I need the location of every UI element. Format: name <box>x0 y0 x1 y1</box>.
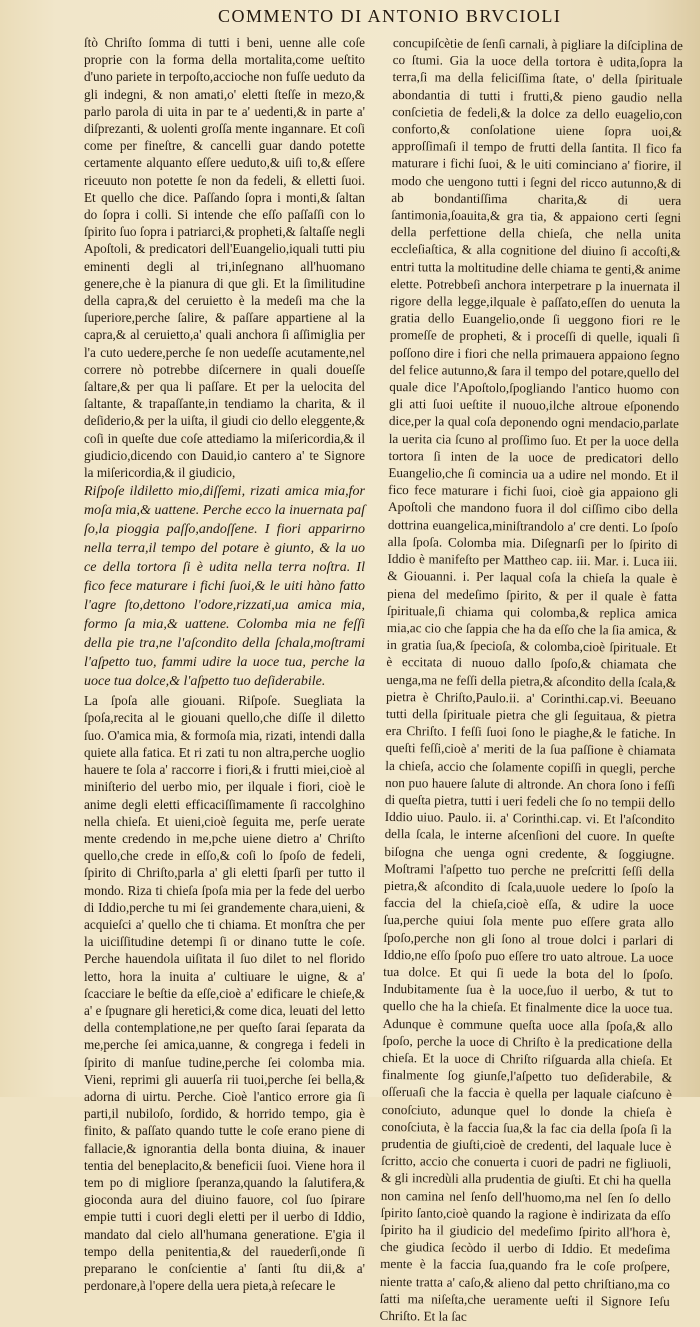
scripture-passage: Riſpoſe ildiletto mio,diſſemi, rizati amica mia,for moſa mia,& uattene. Perche ecco la inuernata paſ ſo,la pioggia paſſo,andoſſene. I fiori apparirno nella terra,il tempo del potare è giunto, & la uo ce della tortora ſi è udita nella terra noſtra. Il fico fece maturare i fichi ſuoi,& le uiti hàno fatto l'agre ſto,dettono l'odore,rizzati,ua amica mia, formo ſa mia,& uattene. Colomba mia ne feſſi della pie tra,ne l'aſcondito della ſchala,moſtrami l'aſpetto tuo, fammi udire la uoce tua, perche la uoce tua dolce,& l'aſpetto tuo deſiderabile. <box>84 484 365 690</box>
commentary-paragraph: La ſpoſa alle giouani. Riſpoſe. Suegliata la ſpoſa,recita al le giouani quello,che diſſe il diletto ſuo. O'amica mia, & formoſa mia, rizati, intendi dalla quiete alla fatica. Et ri zati tu non altra,perche uoglio hauere te ſola a' raccorre i fiori,& i frutti miei,cioè al miniſterio del uerbo mio, per ilquale i fiori, cioè le anime degli eletti efficaciſſimamente ſi raccolghino nella chieſa. Et uieni,cioè ſeguita me, perſe uerate mente credendo in me,pche uiene dietro a' Chriſto quello,che crede in eſſo,& coſi lo ſpoſo de fedeli, ſpirito di Chriſto,parla a' gli eletti ſparſi per tutto il mondo. Riza ti chieſa ſpoſa mia per la fede del uerbo di Iddio,perche tu mi ſei grandemente chara,uieni, & acquieſci a' quello che ti chiama. Et monſtra che per la uiciſſitudine detempi ſi or dinano tutte le coſe. Perche hauendola uiſitata il ſuo dilet to nel florido letto, hora la inuita a' cultiuare le uigne, & a' ſcacciare le beſtie da eſſe,cioè a' edificare le chieſe,& a' e ſpugnare gli heretici,& come dica, leuati del letto della contemplatione,ne per queſto ſarai ſeparata da me,perche ſei amica,uanne, & congrega i fedeli in ſpirito di manſue tudine,perche ſei colomba mia. Vieni, reprimi gli auuerſa rii tuoi,perche ſei bella,& adorna di uirtu. Perche. Cioè l'antico errore gia ſi parti,il nubiloſo, ſordido, & horrido tempo, gia è finito, & paſſato quando tutte le coſe erano piene di fallacie,& ignorantia della bonta diuina, & inauer tentia del beneplacito,& beneficii ſuoi. Viene hora il tem po di migliore ſperanza,quando la ſalutifera,& gioconda aura del diuino fauore, col ſuo ſpirare empie tutti i cuori degli eletti per il uerbo di Iddio, mandato dal cielo all'humana generatione. E'gia il tempo della penitentia,& del rauederſi,onde ſi preparano le conſcientie a' ſanti ſtu dii,& a' perdonare,à l'opere della uera pieta,à reſecare le <box>84 693 365 1294</box>
commentary-paragraph: ſtò Chriſto ſomma di tutti i beni, uenne alle coſe proprie con la forma della mortalita,come ueſtito d'uno pariete in terpoſto,accioche non fuſſe ueduto da gli indegni, & non amati,o' eletti ſteſſe in mezo,& parlo parola di uita in par te a' uedenti,& in parte a' diſprezanti, & uolenti groſſa mente ingannare. Et coſi come per fineſtre, & cancelli guar dando potette certamente alquanto eſſere ueduto,& uiſi to,& eſſere riceuuto non potette ſe non da fedeli, & elletti ſuoi. Et quello che dice. Paſſando ſopra i monti,& ſaltan do ſopra i colli. Si intende che eſſo paſſaſſi con lo ſpirito ſuo ſopra i patriarci,& propheti,& ſaltaſſe negli Apoſtoli, & predicatori dell'Euangelio,iquali tutti piu eminenti degli al tri,inſegnano all'huomano genere,che è la pianura di que gli. Et la ſimilitudine della capra,& del ceruietto è la medeſi ma che la ſuperiore,perche ſalire, & paſſare appartiene al la capra,& al ceruietto,a' quali anchora ſi aſſimiglia per l'a cuto uedere,perche ſe non uedeſſe acutamente,nel correre nò potrebbe diſcernere in quali doueſſe ſaltare,& per qua li paſſare. Et per la uelocita del ſaltante, & trapaſſante,in tendiamo la charita, & il deſiderio,& per la uiſta, il giudi cio dello eleggente,& coſi in queſte due coſe attediamo la miſericordia,& il giudicio,dicendo con Dauid,io cantero a' te Signore la miſericordia,& il giudicio, <box>84 35 365 481</box>
running-header: COMMENTO DI ANTONIO BRVCIOLI <box>218 6 562 26</box>
right-column <box>379 34 683 1324</box>
commentary-paragraph: concupiſcètie de ſenſi carnali, à pigliare la diſciplina de co ſtumi. Gia la uoce della tortora è udita,ſopra la terra,ſi ma della feliciſſima ſtate, o' della ſpirituale abondantia di tutti i frutti,& pieno gaudio nella conſcietia de fedeli,& la dolce za dello euagelio,con conforto,& conſolatione uiene ſopra uoi,& approſſimaſi il tempo de frutti della ſantita. Il fico fa maturare i fichi ſuoi, & le uiti cominciano a' fiorire, il modo che uengono tutti i ſegni del ricco autunno,& di ab bondantiſſima charita,& di uera ſantimonia,ſoauita,& gra tia, & appaiono certi ſegni della perfettione della chieſa, che nella unita eccleſiaſtica, & alla cognitione del diuino ſi accoſti,& entri tutta la moltitudine delle chiama te genti,& anime elette. Potrebbeſi anchora interpetrare p la inuernata il rigore della legge,ilquale è paſſato,eſſen do uenuta la gratia dello Euangelio,onde ſi ueggono fiori re le promeſſe de propheti, & i proceſſi di quelle, iquali ſi poſſono dire i fiori che nella primauera appaiono ſegno del felice autunno,& ſara il tempo del potare,quello del quale dice l'Apoſtolo,ſpogliando l'antico huomo con gli atti ſuoi ueſtite il nuouo,ilche altroue eſponendo dice,per la qual coſa deponendo ogni mendacio,parlate la uerita cia ſcuno al proſſimo ſuo. Et per la uoce della tortora ſi inten de la uoce de predicatori dello Euangelio,che ſi comincia ua a udire nel mondo. Et il fico fece maturare i fichi ſuoi, cioè gia appaiono gli Apoſtoli che mandono fuora il dol ciſſimo cibo della dottrina euangelica,miniſtrandolo a' cre denti. Lo ſpoſo alla ſpoſa. Colomba mia. Diſegnarſi per lo ſpirito di Iddio è manifeſto per Mattheo cap. iii. Mar. i. Luca iii. & Giouanni. i. Per laqual coſa la chieſa la quale è piena del medeſimo ſpirito, & per il quale è fatta ſpirituale,ſi chiama qui colomba,& replica amica mia,ac cio che ſappia che ha da eſſo che la ſia amica, & in gratia ſua,& ſpecioſa, & colomba,cioè ſpirituale. Et è eccitata di nuouo dallo ſpoſo,& chiamata che uenga,ma ne feſſi della pietra,& aſcondito della ſcala,& pietra è Chriſto,Paulo.ii. a' Corinthi.cap.vi. Beeuano tutti della ſpirituale pietra che gli ſeguitaua, & pietra era Chriſto. I feſſi ſuoi ſono le piaghe,& le fatiche. In queſti feſſi,cioè a' meriti de la ſua paſſione è chiamata la chieſa, accio che ſolamente copiſſi in quegli, perche non puo hauere ſalute di altronde. An chora ſono i feſſi di queſta pietra, tutti i ueri fedeli che ſo no tempii dello Iddio uiuo. Paulo. ii. a' Corinthi.cap. vi. Et l'aſcondito della ſcala, le interne aſcenſioni del cuore. In queſte biſogna che uenga ogni credente, & ſoggiugne. Moſtrami l'aſpetto tuo perche ne preſcritti ſeſſi della pietra,& aſcondito di ſcala,uuole uedere lo ſpoſo la faccia del la chieſa,cioè eſſa, & udire la uoce ſua,perche quiui ſola mente puo eſſere grata allo ſpoſo,perche non gli ſono al troue dolci i parlari di Iddio,ne eſſo ſpoſo puo eſſere tro uato altroue. La uoce tua dolce. Et qui ſi uede la bota del lo ſpoſo. Indubitamente ſua è la uoce,ſuo il uerbo, & tut to quello che ha la chieſa. Et finalmente dice la uoce tua. Adunque è commune queſta uoce alla ſpoſa,& allo ſpoſo, perche la uoce di Chriſto è la predicatione della chieſa. Et la uoce di Chriſto riſguarda alla chieſa. Et finalmente ſog giunſe,l'aſpetto tuo deſiderabile, & oſſeruaſi che la faccia è quella per laquale ciaſcuno è conoſciuto, adunque quel lo donde la chieſa è conoſciuta, è la faccia ſua,& la fac cia della ſpoſa ſi la prudentia de giuſti,cioè de credenti, del laquale luce è ſcritto, accio che conuerta i cuori de padri ne figliuoli, & gli incredùli alla prudentia de giuſti. Et chi ha quella non camina nel ſenſo dell'huomo,ma nel ſen ſo dello ſpirito ſanto,cioè quando la ragione è indirizata da eſſo ſpirito ha il giudicio del medeſimo ſpirito all'hora è, che giudica ſecòdo il uerbo di Iddio. Et medeſima mente è la faccia ſua,quando fra le coſe proſpere, niente tratta a' caſo,& alieno dal petto chriſtiano,ma co ſatti ma niſeſta,che ueramente ueſti il Signore Ieſu Chriſto. Et la ſac <box>379 34 683 1324</box>
left-column <box>84 34 365 1294</box>
